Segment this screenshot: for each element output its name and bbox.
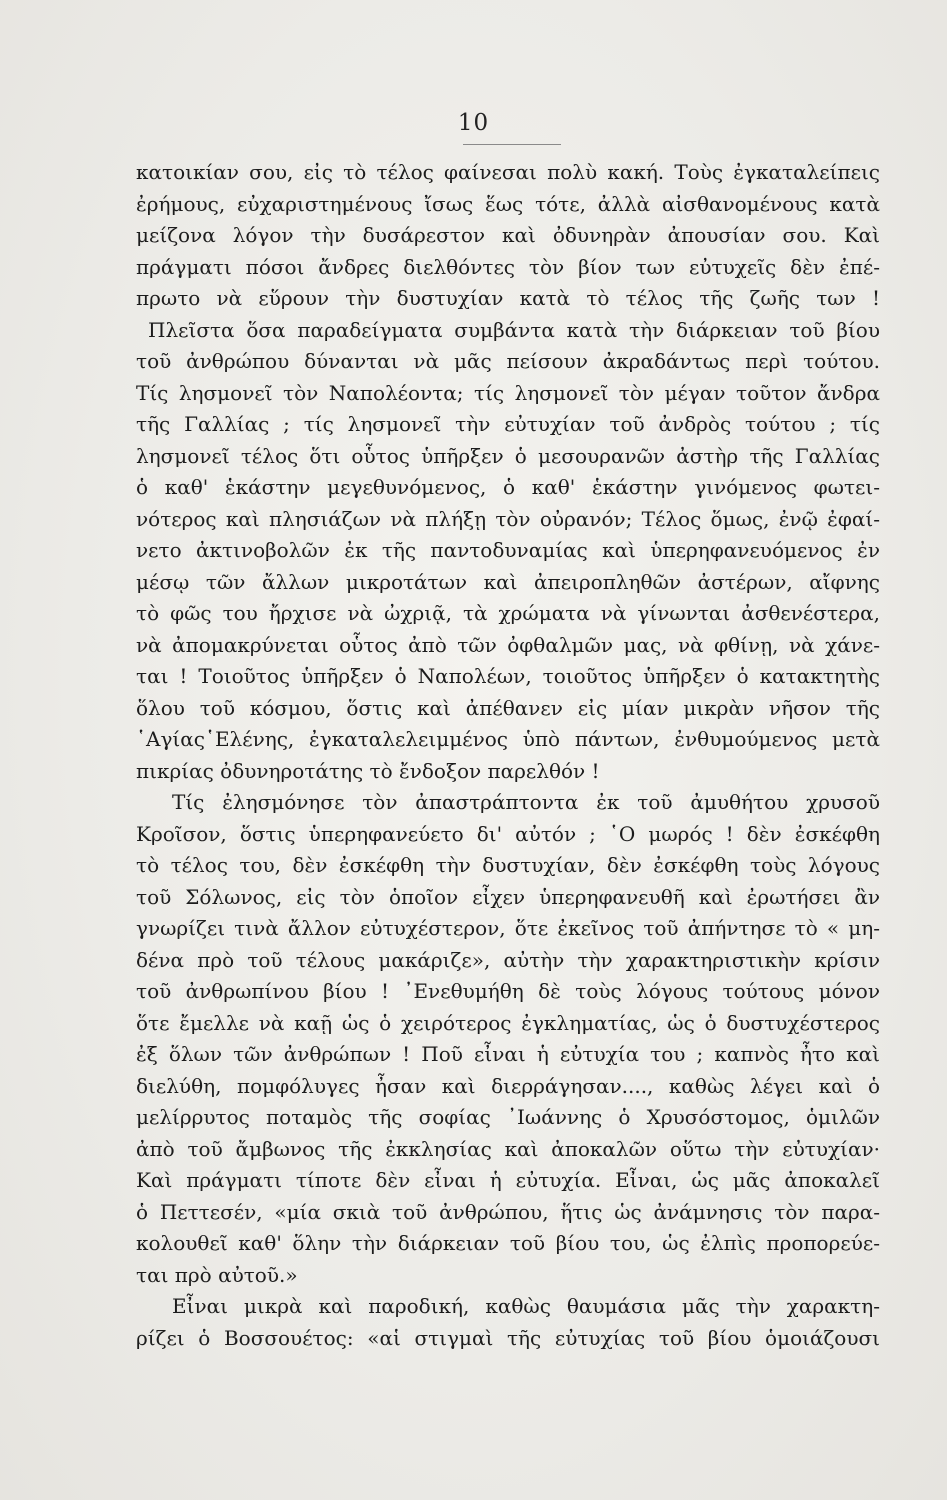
text-line: λησμονεῖ τέλος ὅτι οὗτος ὑπῆρξεν ὁ μεσουρανῶν ἀστὴρ τῆς Γαλλίας [136, 443, 880, 468]
text-line: ῾Αγίας῾Ελένης, ἐγκαταλελειμμένος ὑπὸ πάντων, ἐνθυμούμενος μετὰ [136, 727, 880, 751]
text-line: Κροῖσον, ὅστις ὑπερηφανεύετο δι' αὐτόν ; ῾Ο μωρός ! δὲν ἐσκέφθη [136, 821, 880, 846]
text-line: τοῦ Σόλωνος, εἰς τὸν ὁποῖον εἶχεν ὑπερηφανευθῆ καὶ ἐρωτήσει ἂν [136, 884, 880, 909]
text-line: πικρίας ὀδυνηροτάτης τὸ ἔνδοξον παρελθόν ! [136, 758, 600, 783]
body-text [136, 157, 880, 1354]
text-line: μελίρρυτος ποταμὸς τῆς σοφίας ᾿Ιωάννης ὁ Χρυσόστομος, ὁμιλῶν [136, 1105, 880, 1129]
text-line: ἐρήμους, εὐχαριστημένους ἴσως ἕως τότε, ἀλλὰ αἰσθανομένους κατὰ [136, 191, 880, 216]
text-line: ὅτε ἔμελλε νὰ καῇ ὡς ὁ χειρότερος ἐγκληματίας, ὡς ὁ δυστυχέστερος [136, 1010, 880, 1035]
text-line: γνωρίζει τινὰ ἄλλον εὐτυχέστερον, ὅτε ἐκεῖνος τοῦ ἀπήντησε τὸ « μη- [136, 916, 880, 940]
text-line: ὁ καθ' ἑκάστην μεγεθυνόμενος, ὁ καθ' ἑκάστην γινόμενος φωτει- [136, 475, 880, 499]
text-line: νὰ ἀπομακρύνεται οὗτος ἀπὸ τῶν ὀφθαλμῶν μας, νὰ φθίνῃ, νὰ χάνε- [136, 632, 880, 657]
text-line: τὸ τέλος του, δὲν ἐσκέφθη τὴν δυστυχίαν, δὲν ἐσκέφθη τοὺς λόγους [136, 853, 880, 877]
text-line: πρωτο νὰ εὕρουν τὴν δυστυχίαν κατὰ τὸ τέλος τῆς ζωῆς των ! [136, 286, 880, 310]
text-line: τοῦ ἀνθρώπου δύνανται νὰ μᾶς πείσουν ἀκραδάντως περὶ τούτου. [136, 349, 880, 373]
text-line: Τίς ἐλησμόνησε τὸν ἀπαστράπτοντα ἐκ τοῦ ἀμυθήτου χρυσοῦ [172, 790, 880, 814]
text-line: ὅλου τοῦ κόσμου, ὅστις καὶ ἀπέθανεν εἰς μίαν μικρὰν νῆσον τῆς [136, 695, 880, 720]
text-line: τῆς Γαλλίας ; τίς λησμονεῖ τὴν εὐτυχίαν τοῦ ἀνδρὸς τούτου ; τίς [136, 412, 880, 436]
text-line: διελύθη, πομφόλυγες ἦσαν καὶ διερράγησαν...., καθὼς λέγει καὶ ὁ [136, 1073, 880, 1098]
text-line: ρίζει ὁ Βοσσουέτος: «αἱ στιγμαὶ τῆς εὐτυχίας τοῦ βίου ὁμοιάζουσι [136, 1325, 880, 1350]
text-line: κολουθεῖ καθ' ὅλην τὴν διάρκειαν τοῦ βίου του, ὡς ἐλπὶς προπορεύε- [136, 1231, 880, 1255]
text-line: τοῦ ἀνθρωπίνου βίου ! ᾿Ενεθυμήθη δὲ τοὺς λόγους τούτους μόνον [136, 979, 880, 1003]
text-line: Πλεῖστα ὅσα παραδείγματα συμβάντα κατὰ τὴν διάρκειαν τοῦ βίου [148, 317, 880, 342]
text-line: νετο ἀκτινοβολῶν ἐκ τῆς παντοδυναμίας καὶ ὑπερηφανευόμενος ἐν [136, 538, 880, 562]
text-line: ται πρὸ αὐτοῦ.» [136, 1262, 298, 1287]
text-line: ἐξ ὅλων τῶν ἀνθρώπων ! Ποῦ εἶναι ἡ εὐτυχία του ; καπνὸς ἦτο καὶ [136, 1042, 880, 1066]
text-line: τὸ φῶς του ἤρχισε νὰ ὠχριᾷ, τὰ χρώματα νὰ γίνωνται ἀσθενέστερα, [136, 601, 880, 625]
text-line: ται ! Τοιοῦτος ὑπῆρξεν ὁ Ναπολέων, τοιοῦτος ὑπῆρξεν ὁ κατακτητὴς [136, 664, 880, 688]
text-line: κατοικίαν σου, εἰς τὸ τέλος φαίνεσαι πολὺ κακή. Τοὺς ἐγκαταλείπεις [136, 160, 880, 184]
page-number-rule [463, 144, 561, 145]
text-line: δένα πρὸ τοῦ τέλους μακάριζε», αὐτὴν τὴν χαρακτηριστικὴν κρίσιν [136, 947, 880, 972]
text-line: ὁ Πεττεσέν, «μία σκιὰ τοῦ ἀνθρώπου, ἥτις ὡς ἀνάμνησις τὸν παρα- [136, 1199, 880, 1224]
text-line: νότερος καὶ πλησιάζων νὰ πλήξῃ τὸν οὐρανόν; Τέλος ὅμως, ἐνῷ ἐφαί- [136, 506, 880, 531]
text-line: Τίς λησμονεῖ τὸν Ναπολέοντα; τίς λησμονεῖ τὸν μέγαν τοῦτον ἄνδρα [136, 380, 880, 405]
page-number: 10 [457, 110, 490, 136]
text-line: Καὶ πράγματι τίποτε δὲν εἶναι ἡ εὐτυχία. Εἶναι, ὡς μᾶς ἀποκαλεῖ [136, 1168, 880, 1192]
text-line: μείζονα λόγον τὴν δυσάρεστον καὶ ὀδυνηρὰν ἀπουσίαν σου. Καὶ [136, 223, 880, 247]
text-line: Εἶναι μικρὰ καὶ παροδική, καθὼς θαυμάσια μᾶς τὴν χαρακτη- [172, 1294, 880, 1318]
text-line: πράγματι πόσοι ἄνδρες διελθόντες τὸν βίον των εὐτυχεῖς δὲν ἐπέ- [136, 254, 880, 279]
text-line: μέσῳ τῶν ἄλλων μικροτάτων καὶ ἀπειροπληθῶν ἀστέρων, αἴφνης [136, 569, 880, 594]
text-line: ἀπὸ τοῦ ἄμβωνος τῆς ἐκκλησίας καὶ ἀποκαλῶν οὕτω τὴν εὐτυχίαν· [136, 1136, 880, 1161]
